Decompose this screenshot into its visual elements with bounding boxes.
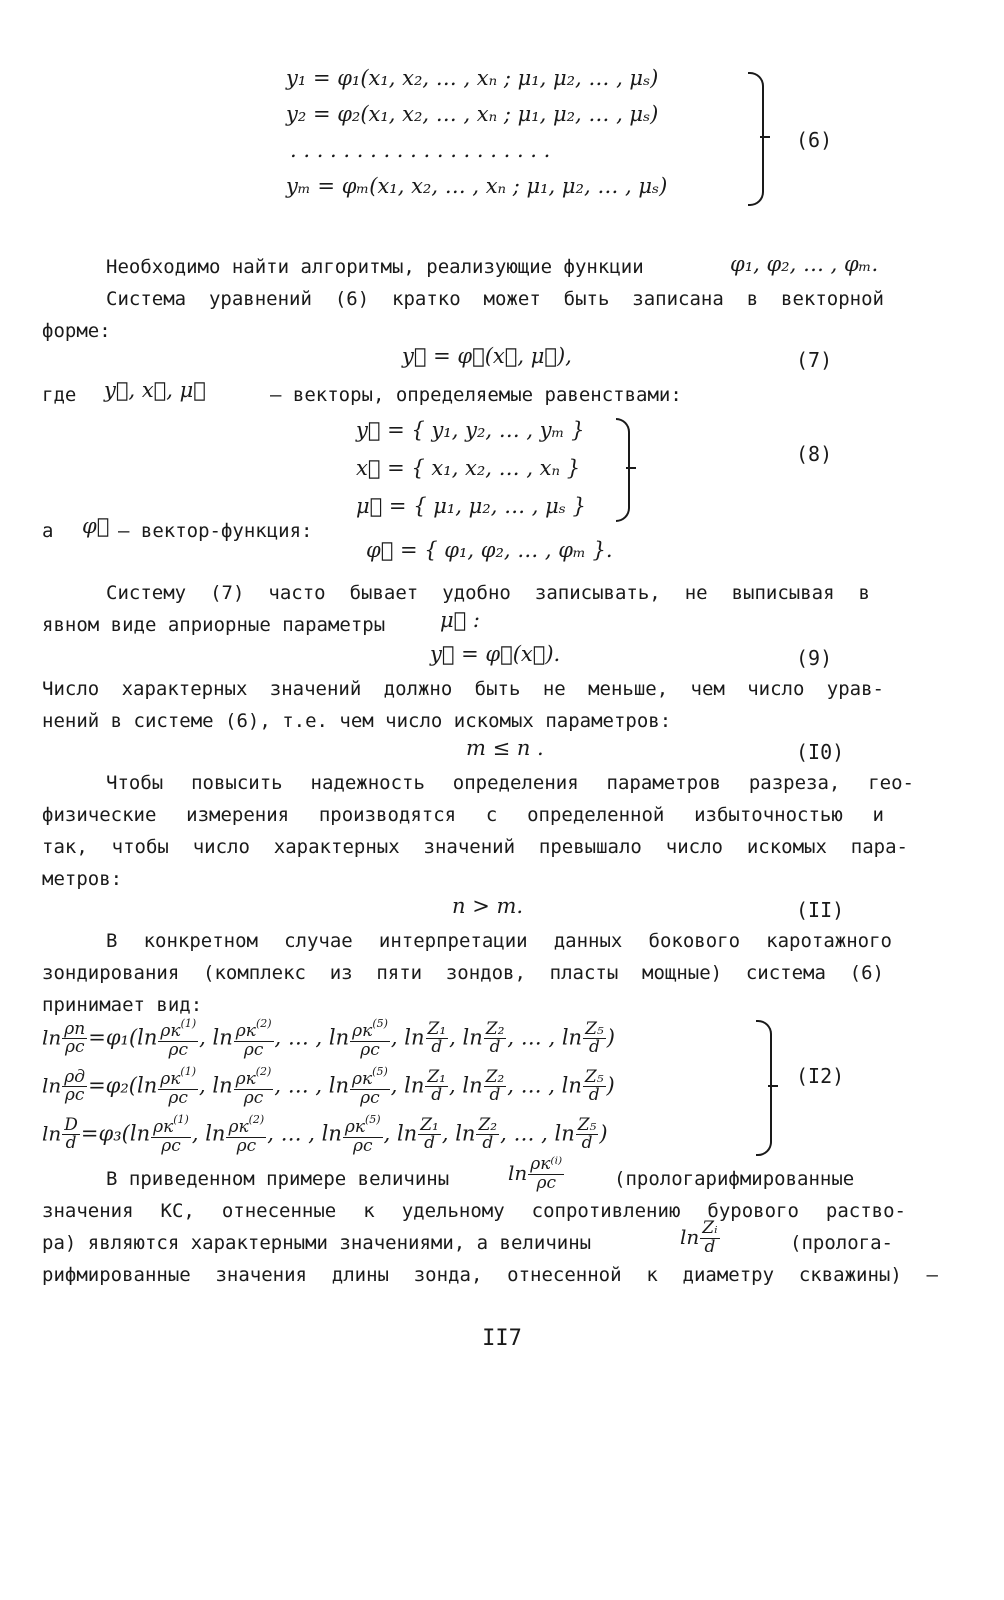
paragraph-3-line-2: явном виде априорные параметры bbox=[42, 614, 386, 636]
paragraph-5-line-1: Чтобы повысить надежность определения параметров разреза, гео- bbox=[106, 772, 914, 794]
eq7-number: (7) bbox=[796, 348, 833, 372]
equation-7: y⃗ = φ⃗(x⃗, μ⃗), bbox=[402, 344, 572, 368]
system8-brace bbox=[616, 418, 630, 522]
paragraph-6-line-1: В конкретном случае интерпретации данных бокового каротажного bbox=[106, 930, 892, 952]
paragraph-6-line-3: принимает вид: bbox=[42, 994, 203, 1016]
where-vectors: y⃗, x⃗, μ⃗ bbox=[104, 378, 206, 402]
a-text: – вектор-функция: bbox=[118, 520, 313, 542]
where-prefix: где bbox=[42, 384, 77, 406]
a-vector: φ⃗ bbox=[82, 514, 110, 538]
paragraph-7-line-4: рифмированные значения длины зонда, отнесенной к диаметру скважины) – bbox=[42, 1264, 938, 1286]
paragraph-5-line-2: физические измерения производятся с определенной избыточностью и bbox=[42, 804, 884, 826]
system6-brace bbox=[748, 72, 764, 206]
paragraph-7-line-1-a: В приведенном примере величины bbox=[106, 1168, 450, 1190]
system6-line-2: y₂ = φ₂(x₁, x₂, … , xₙ ; μ₁, μ₂, … , μₛ) bbox=[286, 102, 659, 126]
system12-row-2: ln $\frac{\rho д}{\rho с}$ =φ₂(ln $\frac{\rho к^{(1)}}{\rho с}$ , ln $\frac{\rho к^{(2)}}{\rho с}$ , … , ln $\frac{\rho к^{(5)}}{\rho с}$ , ln $\frac{\text{Z₁}}{d}$ , ln $\frac{\text{Z₂}}{d}$ , … , ln $\frac{\text{Z₅}}{d}$ ) bbox=[42, 1065, 615, 1108]
phi-definition: φ⃗ = { φ₁, φ₂, … , φₘ }. bbox=[366, 538, 613, 562]
system8-brace-tip bbox=[626, 467, 636, 469]
paragraph-2-line-2: форме: bbox=[42, 320, 111, 342]
eq8-number: (8) bbox=[796, 442, 833, 466]
system8-line-2: x⃗ = { x₁, x₂, … , xₙ } bbox=[356, 456, 581, 480]
system12-brace-tip bbox=[768, 1085, 778, 1087]
system12-row-1: ln $\frac{\rho п}{\rho с}$ =φ₁(ln $\frac{\rho к^{(1)}}{\rho с}$ , ln $\frac{\rho к^{(2)}}{\rho с}$ , … , ln $\frac{\rho к^{(5)}}{\rho с}$ , ln $\frac{\text{Z₁}}{d}$ , ln $\frac{\text{Z₂}}{d}$ , … , ln $\frac{\text{Z₅}}{d}$ ) bbox=[42, 1017, 615, 1060]
paragraph-6-line-2: зондирования (комплекс из пяти зондов, пласты мощные) система (6) bbox=[42, 962, 884, 984]
paragraph-7-line-3-b: (пролога- bbox=[790, 1232, 893, 1254]
paragraph-1-math: φ₁, φ₂, … , φₘ. bbox=[730, 252, 879, 276]
equation-9: y⃗ = φ⃗(x⃗). bbox=[430, 642, 561, 666]
paragraph-3-line-1: Систему (7) часто бывает удобно записывать, не выписывая в bbox=[106, 582, 870, 604]
eq10-number: (I0) bbox=[796, 740, 845, 764]
system6-line-1: y₁ = φ₁(x₁, x₂, … , xₙ ; μ₁, μ₂, … , μₛ) bbox=[286, 66, 659, 90]
paragraph-4-line-2: нений в системе (6), т.е. чем число искомых параметров: bbox=[42, 710, 672, 732]
paragraph-5-line-3: так, чтобы число характерных значений превышало число искомых пара- bbox=[42, 836, 908, 858]
eq11-number: (II) bbox=[796, 898, 845, 922]
system6-brace-tip bbox=[760, 136, 770, 138]
inline-fraction-2: ln $\frac{\text{Zᵢ}}{d}$ bbox=[680, 1218, 718, 1257]
inline-fraction-1: ln $\frac{\text{ρк⁽ⁱ⁾}}{\rho с}$ bbox=[508, 1154, 563, 1193]
equation-10: m ≤ n . bbox=[466, 736, 544, 760]
system6-line-4: yₘ = φₘ(x₁, x₂, … , xₙ ; μ₁, μ₂, … , μₛ) bbox=[286, 174, 668, 198]
system12-brace bbox=[756, 1020, 772, 1156]
paragraph-2-line-1: Система уравнений (6) кратко может быть записана в векторной bbox=[106, 288, 884, 310]
eq9-number: (9) bbox=[796, 646, 833, 670]
paragraph-4-line-1: Число характерных значений должно быть не меньше, чем число урав- bbox=[42, 678, 884, 700]
paragraph-7-line-3-a: ра) являются характерными значениями, а величины bbox=[42, 1232, 592, 1254]
system8-line-1: y⃗ = { y₁, y₂, … , yₘ } bbox=[356, 418, 585, 442]
eq6-number: (6) bbox=[796, 128, 833, 152]
paragraph-7-line-1-b: (прологарифмированные bbox=[614, 1168, 855, 1190]
a-prefix: а bbox=[42, 520, 54, 542]
system8-line-3: μ⃗ = { μ₁, μ₂, … , μₛ } bbox=[356, 494, 586, 518]
paragraph-3-math: μ⃗ : bbox=[440, 608, 481, 632]
system12-row-3: ln $\frac{D}{d}$ =φ₃(ln $\frac{\rho к^{(1)}}{\rho с}$ , ln $\frac{\rho к^{(2)}}{\rho с}$ , … , ln $\frac{\rho к^{(5)}}{\rho с}$ , ln $\frac{\text{Z₁}}{d}$ , ln $\frac{\text{Z₂}}{d}$ , … , ln $\frac{\text{Z₅}}{d}$ ) bbox=[42, 1113, 608, 1156]
paragraph-1-text: Необходимо найти алгоритмы, реализующие функции bbox=[106, 256, 644, 278]
paragraph-5-line-4: метров: bbox=[42, 868, 123, 890]
equation-11: n > m. bbox=[452, 894, 524, 918]
system6-line-3: . . . . . . . . . . . . . . . . . . . . bbox=[290, 138, 551, 162]
eq12-number: (I2) bbox=[796, 1064, 845, 1088]
paragraph-7-line-2: значения КС, отнесенные к удельному сопротивлению бурового раство- bbox=[42, 1200, 906, 1222]
page-number: II7 bbox=[482, 1326, 522, 1351]
where-text: – векторы, определяемые равенствами: bbox=[270, 384, 682, 406]
